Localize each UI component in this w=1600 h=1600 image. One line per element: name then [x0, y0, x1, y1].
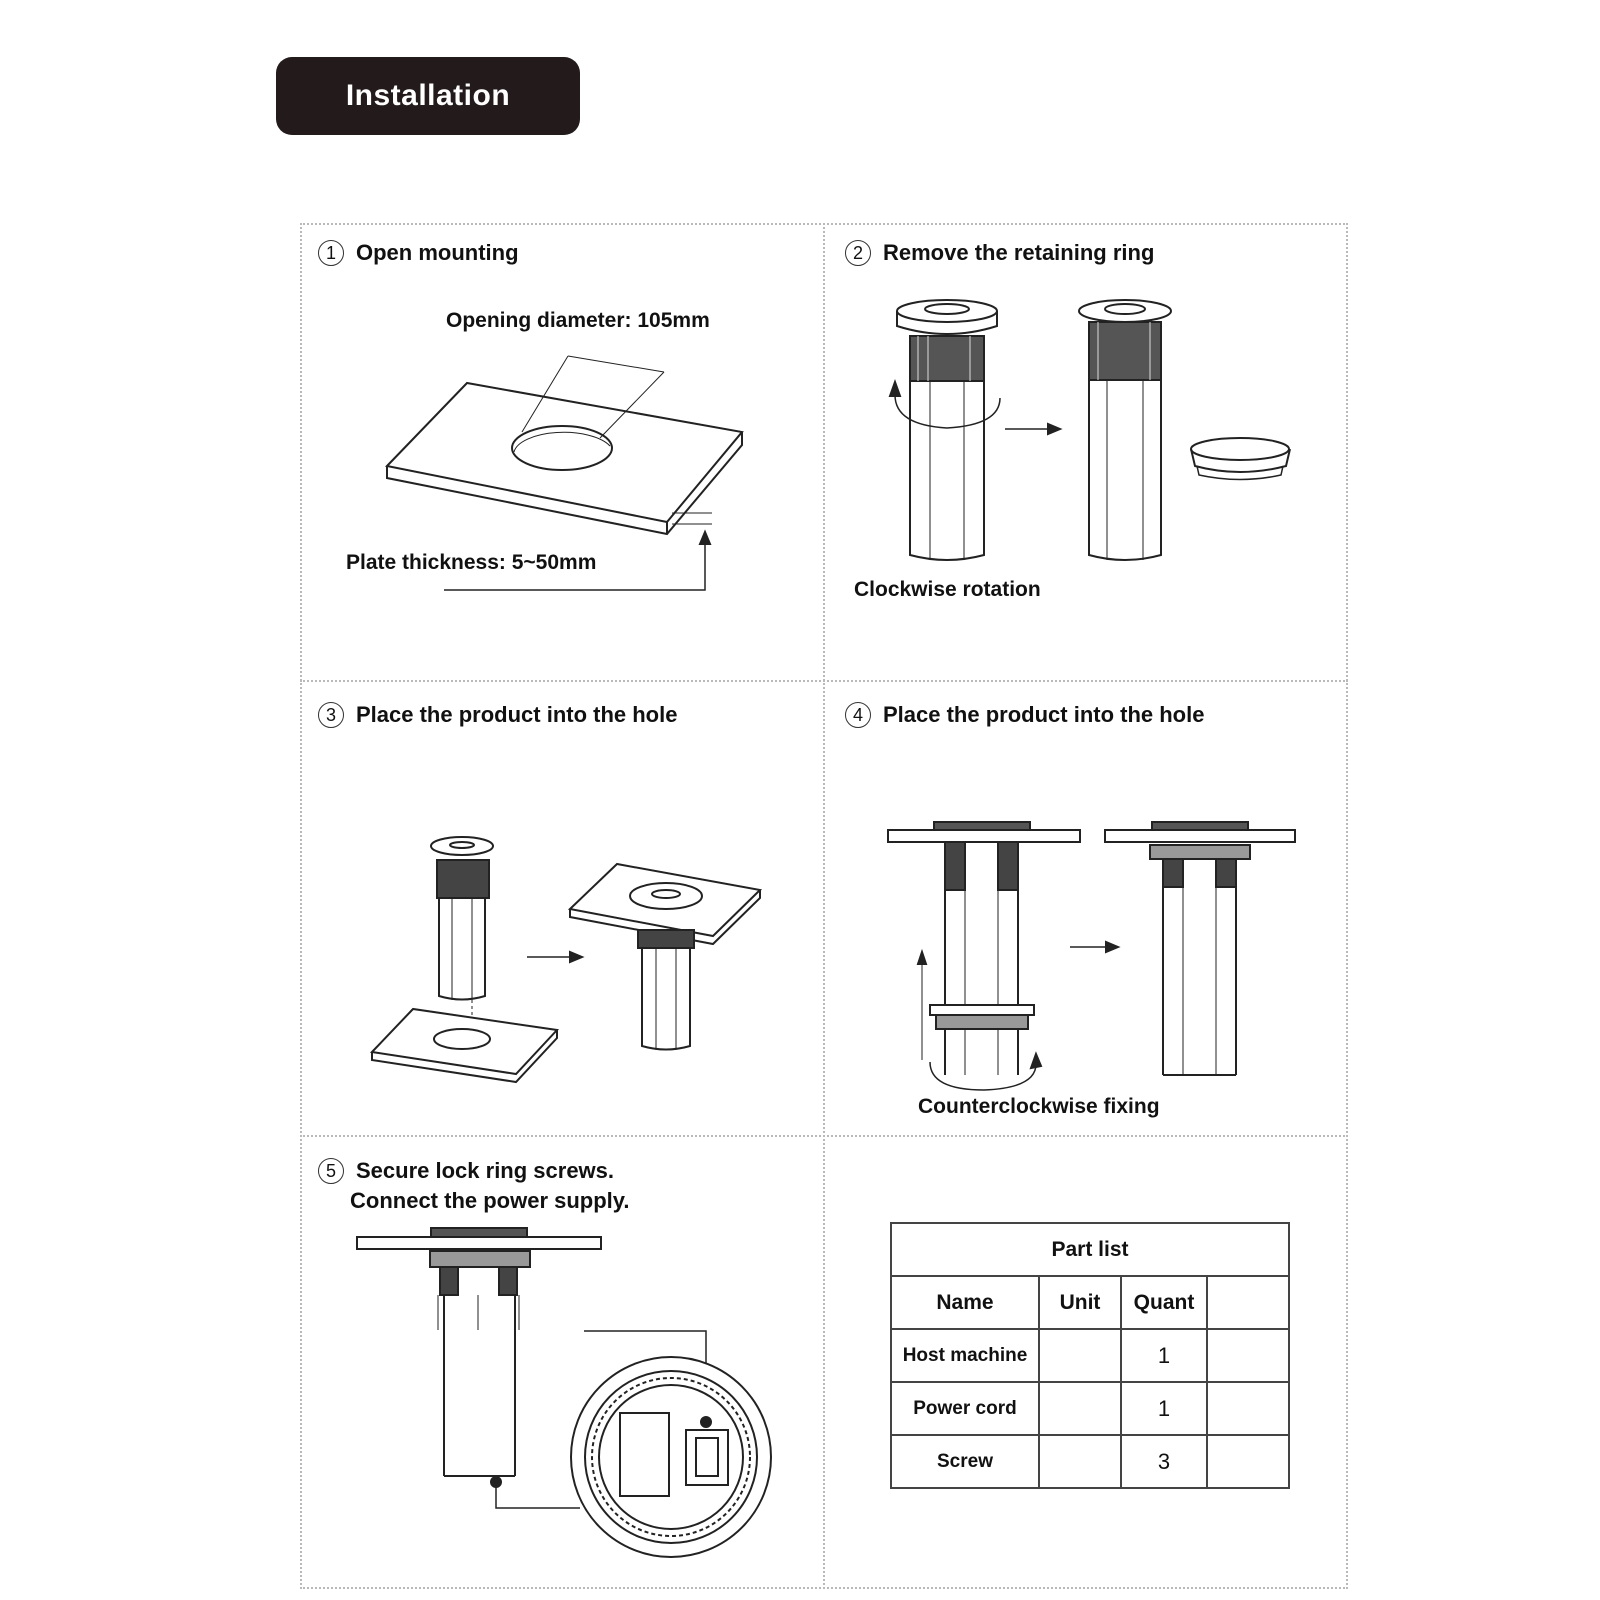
step-3-number: 3 — [318, 702, 344, 728]
part-unit — [1039, 1435, 1121, 1488]
part-quant: 1 — [1121, 1382, 1207, 1435]
part-name: Screw — [891, 1435, 1039, 1488]
step-3-insert-illustration — [372, 837, 760, 1082]
step-2-label: Remove the retaining ring — [883, 240, 1155, 265]
step-5-title-line2: Connect the power supply. — [350, 1188, 630, 1213]
clockwise-rotation-label: Clockwise rotation — [854, 578, 1041, 601]
step-5-power-illustration — [357, 1228, 771, 1557]
part-unit — [1039, 1382, 1121, 1435]
step-4-label: Place the product into the hole — [883, 702, 1205, 727]
column-unit: Unit — [1039, 1276, 1121, 1329]
part-unit — [1039, 1329, 1121, 1382]
step-2-cylinders-illustration — [890, 300, 1290, 560]
column-quant: Quant — [1121, 1276, 1207, 1329]
table-row — [891, 1329, 1289, 1382]
part-extra — [1207, 1435, 1289, 1488]
column-extra — [1207, 1276, 1289, 1329]
table-row — [891, 1382, 1289, 1435]
step-4-number: 4 — [845, 702, 871, 728]
step-5-number: 5 — [318, 1158, 344, 1184]
part-quant: 1 — [1121, 1329, 1207, 1382]
part-list-title: Part list — [891, 1223, 1289, 1276]
step-3-label: Place the product into the hole — [356, 702, 678, 727]
column-name: Name — [891, 1276, 1039, 1329]
part-name: Power cord — [891, 1382, 1039, 1435]
table-row — [891, 1435, 1289, 1488]
part-extra — [1207, 1382, 1289, 1435]
step-1-number: 1 — [318, 240, 344, 266]
installation-header: Installation — [276, 57, 580, 135]
step-1-label: Open mounting — [356, 240, 519, 265]
part-extra — [1207, 1329, 1289, 1382]
plate-thickness-label: Plate thickness: 5~50mm — [346, 551, 597, 574]
step-2-number: 2 — [845, 240, 871, 266]
step-5-label: Secure lock ring screws. — [356, 1158, 615, 1183]
step-4-fixing-illustration — [888, 822, 1295, 1090]
part-list-table — [890, 1222, 1290, 1489]
counterclockwise-fixing-label: Counterclockwise fixing — [918, 1095, 1160, 1118]
part-quant: 3 — [1121, 1435, 1207, 1488]
step-1-plate-illustration — [387, 356, 742, 590]
part-name: Host machine — [891, 1329, 1039, 1382]
opening-diameter-label: Opening diameter: 105mm — [446, 309, 710, 332]
